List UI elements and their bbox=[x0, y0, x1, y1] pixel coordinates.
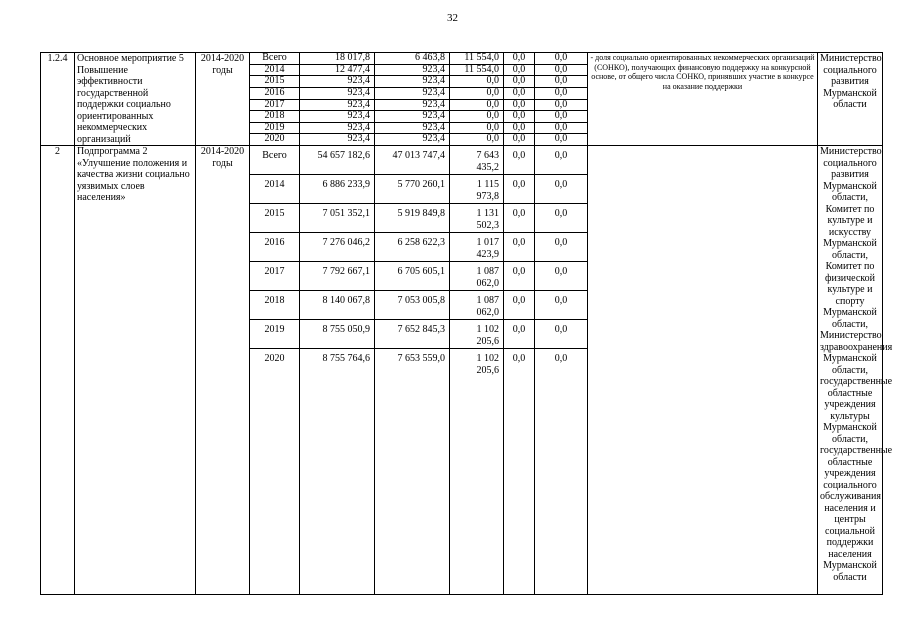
total-cell: 923,4 bbox=[300, 99, 375, 111]
extrabudget-cell: 0,0 bbox=[535, 204, 588, 233]
extrabudget-cell: 0,0 bbox=[535, 146, 588, 175]
extrabudget-cell: 0,0 bbox=[535, 291, 588, 320]
year-cell: 2015 bbox=[250, 204, 300, 233]
extrabudget-cell: 0,0 bbox=[535, 111, 588, 123]
total-cell: 7 792 667,1 bbox=[300, 262, 375, 291]
total-cell: 923,4 bbox=[300, 122, 375, 134]
municipal-budget-cell: 0,0 bbox=[504, 134, 535, 146]
federal-budget-cell: 0,0 bbox=[450, 87, 504, 99]
extrabudget-cell: 0,0 bbox=[535, 134, 588, 146]
extrabudget-cell: 0,0 bbox=[535, 175, 588, 204]
year-cell: 2019 bbox=[250, 320, 300, 349]
federal-budget-cell: 1 102 205,6 bbox=[450, 349, 504, 595]
year-cell: 2014 bbox=[250, 175, 300, 204]
total-cell: 923,4 bbox=[300, 76, 375, 88]
measure-name: Подпрограмма 2 «Улучшение положения и качества жизни социально уязвимых слоев населения» bbox=[75, 146, 196, 595]
year-cell: 2015 bbox=[250, 76, 300, 88]
regional-budget-cell: 7 652 845,3 bbox=[375, 320, 450, 349]
federal-budget-cell: 0,0 bbox=[450, 76, 504, 88]
year-cell: 2019 bbox=[250, 122, 300, 134]
federal-budget-cell: 0,0 bbox=[450, 111, 504, 123]
extrabudget-cell: 0,0 bbox=[535, 76, 588, 88]
federal-budget-cell: 11 554,0 bbox=[450, 53, 504, 65]
extrabudget-cell: 0,0 bbox=[535, 53, 588, 65]
federal-budget-cell: 1 115 973,8 bbox=[450, 175, 504, 204]
extrabudget-cell: 0,0 bbox=[535, 99, 588, 111]
regional-budget-cell: 6 705 605,1 bbox=[375, 262, 450, 291]
year-cell: Всего bbox=[250, 53, 300, 65]
municipal-budget-cell: 0,0 bbox=[504, 76, 535, 88]
municipal-budget-cell: 0,0 bbox=[504, 349, 535, 595]
municipal-budget-cell: 0,0 bbox=[504, 111, 535, 123]
regional-budget-cell: 923,4 bbox=[375, 111, 450, 123]
total-cell: 8 140 067,8 bbox=[300, 291, 375, 320]
year-cell: 2018 bbox=[250, 111, 300, 123]
total-cell: 923,4 bbox=[300, 87, 375, 99]
table-row bbox=[41, 53, 883, 65]
regional-budget-cell: 5 770 260,1 bbox=[375, 175, 450, 204]
total-cell: 923,4 bbox=[300, 111, 375, 123]
year-cell: 2017 bbox=[250, 99, 300, 111]
table-row bbox=[41, 146, 883, 175]
municipal-budget-cell: 0,0 bbox=[504, 64, 535, 76]
federal-budget-cell: 11 554,0 bbox=[450, 64, 504, 76]
year-cell: 2018 bbox=[250, 291, 300, 320]
regional-budget-cell: 6 258 622,3 bbox=[375, 233, 450, 262]
federal-budget-cell: 1 102 205,6 bbox=[450, 320, 504, 349]
period: 2014-2020 годы bbox=[196, 146, 250, 595]
regional-budget-cell: 923,4 bbox=[375, 64, 450, 76]
municipal-budget-cell: 0,0 bbox=[504, 87, 535, 99]
total-cell: 7 276 046,2 bbox=[300, 233, 375, 262]
federal-budget-cell: 1 131 502,3 bbox=[450, 204, 504, 233]
measure-name: Основное мероприятие 5 Повышение эффективности государственной поддержки социально ориентированных некоммерческих организаций bbox=[75, 53, 196, 146]
year-cell: 2020 bbox=[250, 349, 300, 595]
federal-budget-cell: 0,0 bbox=[450, 122, 504, 134]
executor-cell: Министерство социального развития Мурманской области bbox=[818, 53, 883, 146]
federal-budget-cell: 7 643 435,2 bbox=[450, 146, 504, 175]
year-cell: 2014 bbox=[250, 64, 300, 76]
municipal-budget-cell: 0,0 bbox=[504, 291, 535, 320]
year-cell: 2020 bbox=[250, 134, 300, 146]
federal-budget-cell: 1 017 423,9 bbox=[450, 233, 504, 262]
municipal-budget-cell: 0,0 bbox=[504, 99, 535, 111]
extrabudget-cell: 0,0 bbox=[535, 122, 588, 134]
year-cell: 2017 bbox=[250, 262, 300, 291]
page-number: 32 bbox=[447, 12, 458, 24]
regional-budget-cell: 923,4 bbox=[375, 122, 450, 134]
total-cell: 18 017,8 bbox=[300, 53, 375, 65]
regional-budget-cell: 7 653 559,0 bbox=[375, 349, 450, 595]
federal-budget-cell: 1 087 062,0 bbox=[450, 291, 504, 320]
regional-budget-cell: 923,4 bbox=[375, 87, 450, 99]
total-cell: 12 477,4 bbox=[300, 64, 375, 76]
regional-budget-cell: 6 463,8 bbox=[375, 53, 450, 65]
regional-budget-cell: 5 919 849,8 bbox=[375, 204, 450, 233]
indicator-cell bbox=[588, 146, 818, 595]
municipal-budget-cell: 0,0 bbox=[504, 262, 535, 291]
municipal-budget-cell: 0,0 bbox=[504, 53, 535, 65]
federal-budget-cell: 1 087 062,0 bbox=[450, 262, 504, 291]
municipal-budget-cell: 0,0 bbox=[504, 146, 535, 175]
period: 2014-2020 годы bbox=[196, 53, 250, 146]
total-cell: 6 886 233,9 bbox=[300, 175, 375, 204]
municipal-budget-cell: 0,0 bbox=[504, 320, 535, 349]
regional-budget-cell: 47 013 747,4 bbox=[375, 146, 450, 175]
municipal-budget-cell: 0,0 bbox=[504, 204, 535, 233]
extrabudget-cell: 0,0 bbox=[535, 349, 588, 595]
regional-budget-cell: 923,4 bbox=[375, 134, 450, 146]
federal-budget-cell: 0,0 bbox=[450, 134, 504, 146]
regional-budget-cell: 923,4 bbox=[375, 99, 450, 111]
extrabudget-cell: 0,0 bbox=[535, 233, 588, 262]
year-cell: 2016 bbox=[250, 233, 300, 262]
municipal-budget-cell: 0,0 bbox=[504, 122, 535, 134]
federal-budget-cell: 0,0 bbox=[450, 99, 504, 111]
regional-budget-cell: 923,4 bbox=[375, 76, 450, 88]
extrabudget-cell: 0,0 bbox=[535, 64, 588, 76]
executor-cell: Министерство социального развития Мурманской области, Комитет по культуре и искусству Мурманской области, Комитет по физической культуре и спорту Мурманской области, Министерство здравоохранения Мурманской области, государственные областные учреждения культуры Мурманской области, государственные областные учреждения социального обслуживания населения и центры социальной поддержки населения Мурманской области bbox=[818, 146, 883, 595]
regional-budget-cell: 7 053 005,8 bbox=[375, 291, 450, 320]
total-cell: 7 051 352,1 bbox=[300, 204, 375, 233]
indicator-cell: - доля социально ориентированных некоммерческих организаций (СОНКО), получающих финансовую поддержку на конкурсной основе, от общего числа СОНКО, принявших участие в конкурсе на оказание поддержки bbox=[588, 53, 818, 146]
municipal-budget-cell: 0,0 bbox=[504, 175, 535, 204]
total-cell: 54 657 182,6 bbox=[300, 146, 375, 175]
extrabudget-cell: 0,0 bbox=[535, 320, 588, 349]
row-number: 1.2.4 bbox=[41, 53, 75, 146]
total-cell: 8 755 050,9 bbox=[300, 320, 375, 349]
extrabudget-cell: 0,0 bbox=[535, 87, 588, 99]
program-table bbox=[40, 52, 893, 595]
row-number: 2 bbox=[41, 146, 75, 595]
extrabudget-cell: 0,0 bbox=[535, 262, 588, 291]
year-cell: Всего bbox=[250, 146, 300, 175]
year-cell: 2016 bbox=[250, 87, 300, 99]
total-cell: 8 755 764,6 bbox=[300, 349, 375, 595]
municipal-budget-cell: 0,0 bbox=[504, 233, 535, 262]
total-cell: 923,4 bbox=[300, 134, 375, 146]
